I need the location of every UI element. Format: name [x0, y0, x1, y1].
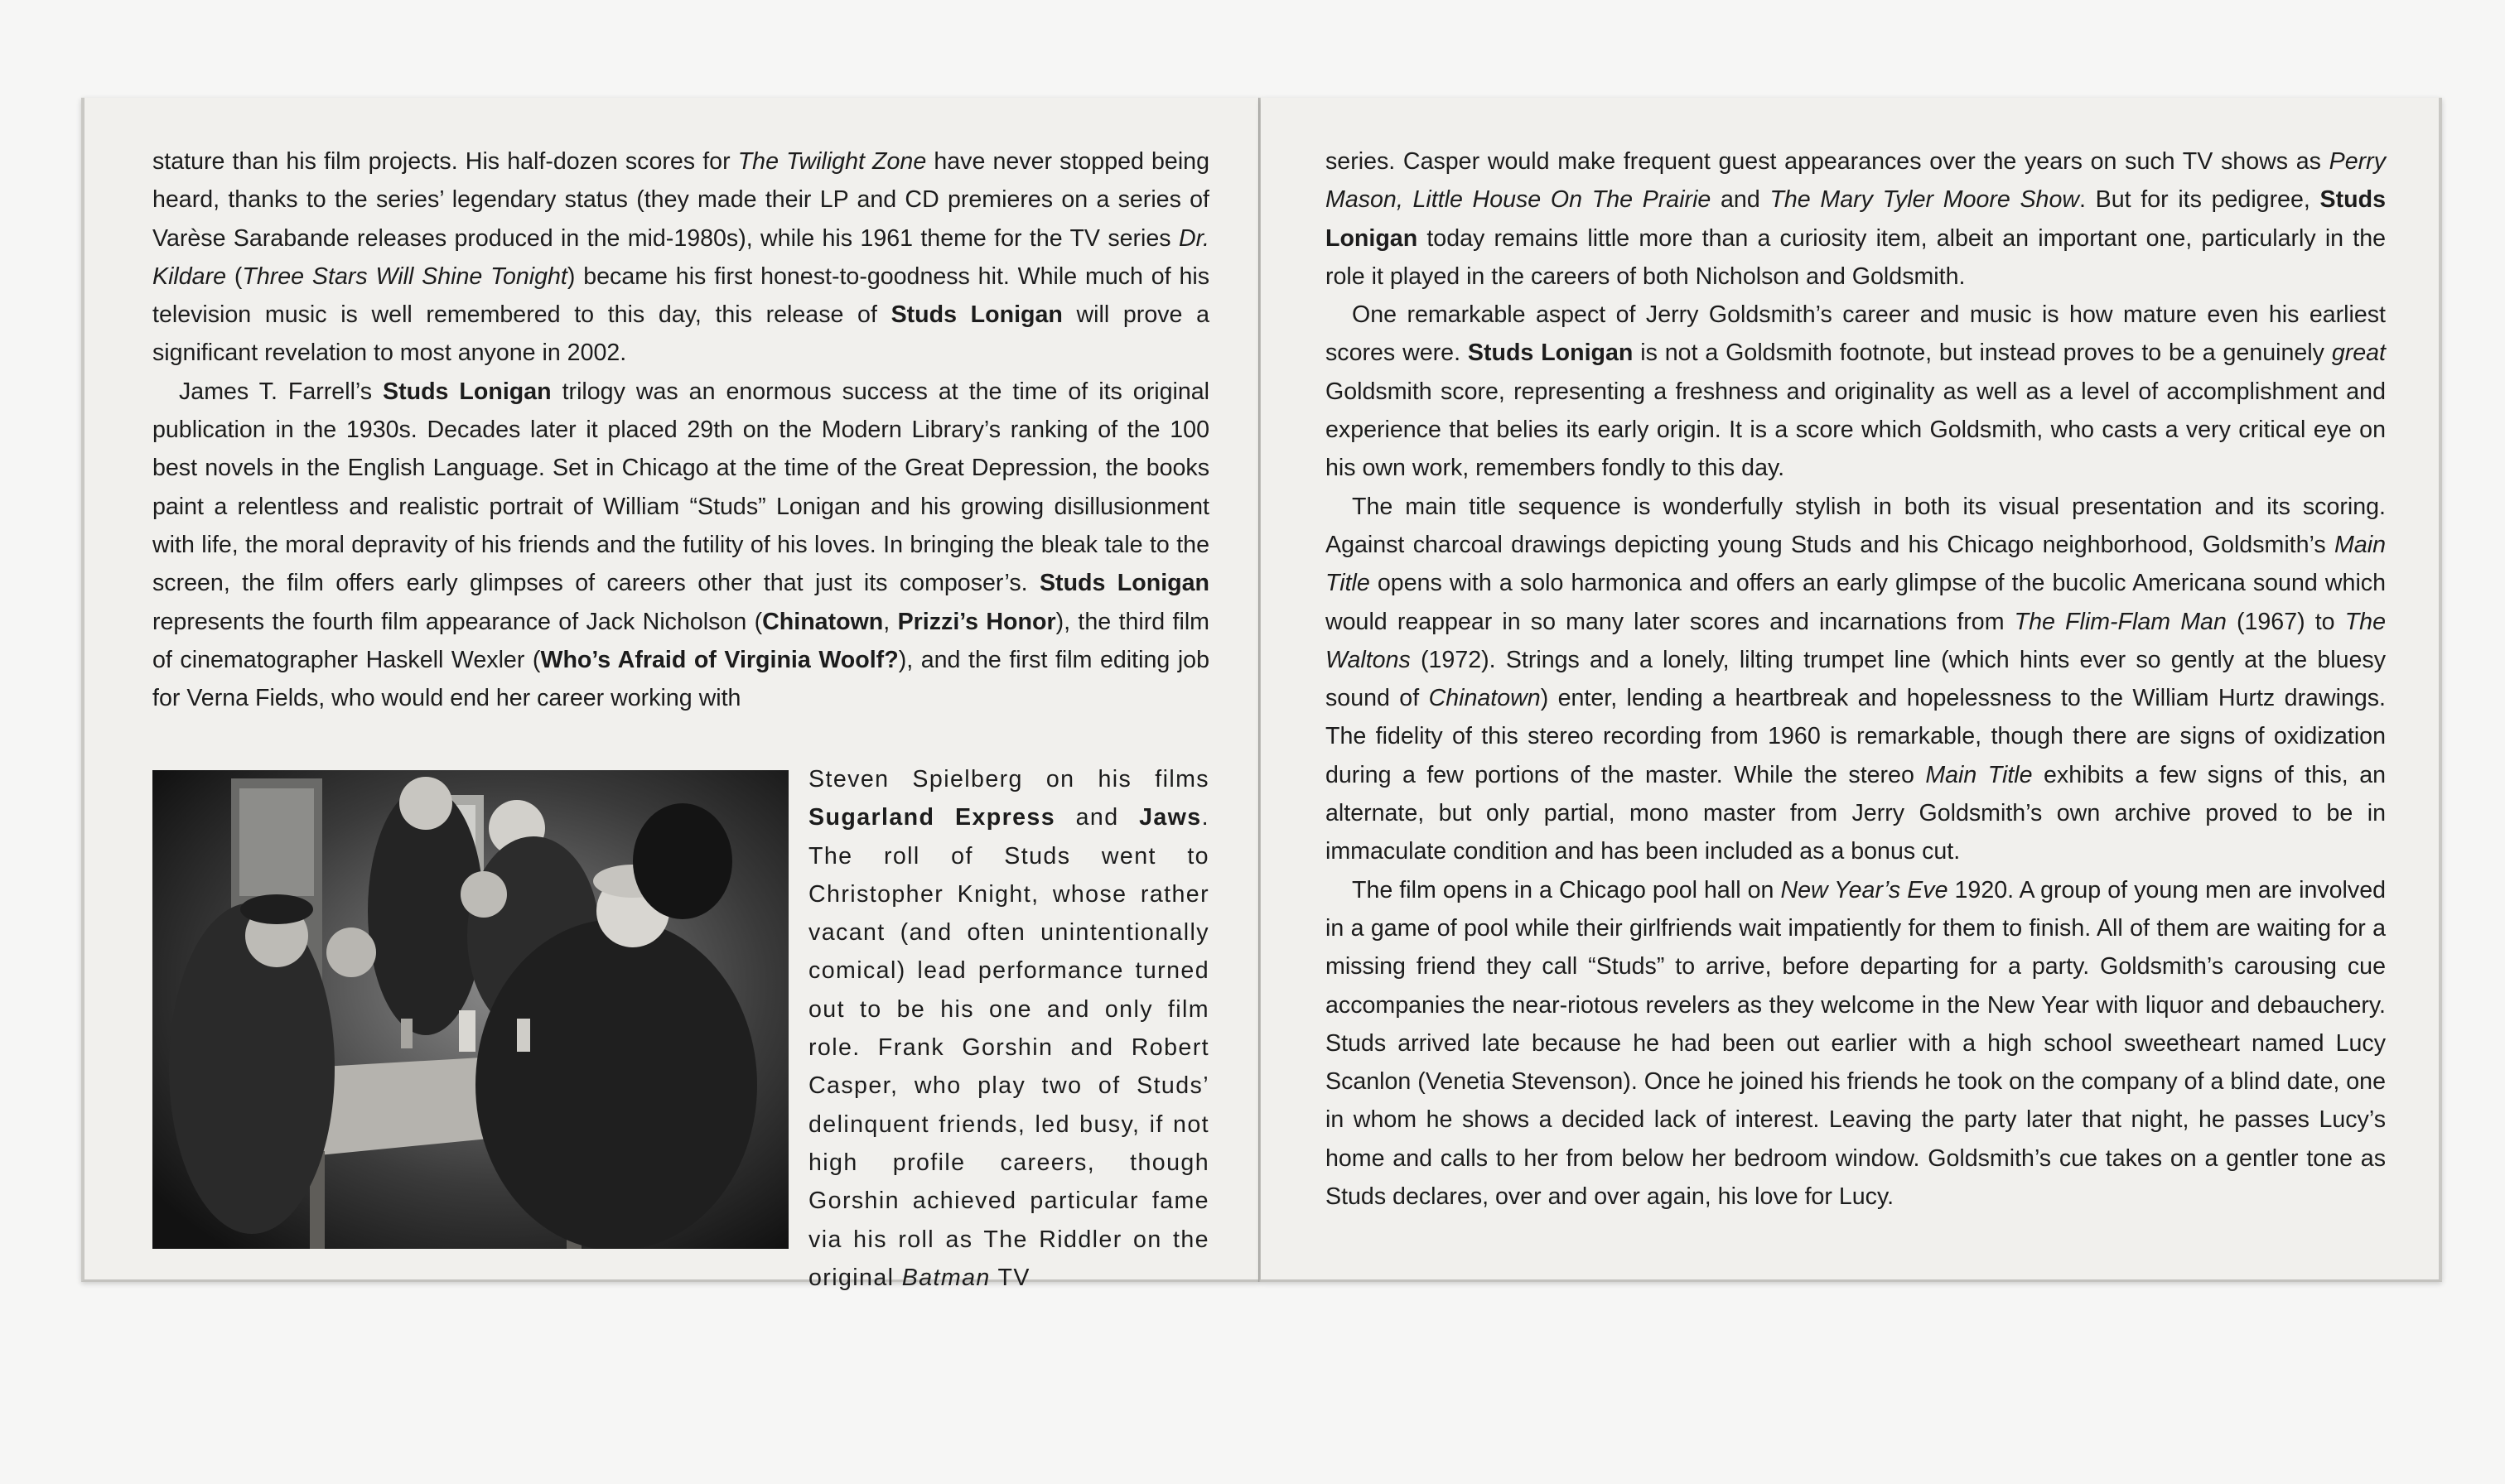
text-run: will prove a significant revelation to most anyone in 2002.: [152, 301, 1209, 367]
bold-title: Jaws: [1139, 804, 1202, 831]
text-run: trilogy was an enormous success at the time of its original publication in the 1930s. Decades later it placed 29th on the Modern Library’s ranking of the 100 best novels in the English Language. Set in Chicago at the time of the Great Depression, the books paint a relentless and realistic portrait of William “Studs” Lonigan and his growing disillusionment with life, the moral depravity of his friends and the futility of his loves. In bringing the bleak tale to the screen, the film offers early glimpses of careers other that just its composer’s.: [152, 378, 1209, 597]
text-run: James T. Farrell’s: [179, 378, 384, 405]
right-page-text: [1325, 142, 2386, 1216]
figure-area: [152, 760, 1209, 1291]
bold-title: Studs Lonigan: [1325, 186, 2386, 252]
paragraph: [1325, 871, 2386, 1217]
bold-title: Studs Lonigan: [383, 378, 552, 405]
text-run: . But for its pedigree,: [2079, 186, 2320, 214]
text-run: Steven Spielberg on his films: [808, 766, 1209, 793]
left-page: [81, 98, 1261, 1291]
bold-title: Chinatown: [762, 608, 884, 635]
paragraph: [1325, 142, 2386, 296]
italic-title: The Mary Tyler Moore Show: [1769, 186, 2080, 214]
text-run: (1972). Strings and a lonely, lilting trumpet line (which hints ever so gently at the bluesy sound of: [1325, 646, 2386, 712]
text-run: ,: [883, 608, 898, 635]
wrapped-text-beside-photo: [808, 760, 1209, 1297]
text-run: opens with a solo harmonica and offers an early glimpse of the bucolic Americana sound which would reappear in so many later scores and incarnations from: [1325, 570, 2386, 635]
text-run: (: [226, 263, 243, 290]
paragraph: [1325, 488, 2386, 871]
italic-title: The Twilight Zone: [737, 148, 927, 175]
paragraph: [1325, 296, 2386, 487]
text-run: ) enter, lending a heartbreak and hopelessness to the William Hurtz drawings. The fidelity of this stereo recording from 1960 is remarkable, though there are signs of oxidization during a few portions of the master. While the stereo: [1325, 685, 2386, 788]
booklet-spread: [81, 98, 2442, 1291]
bold-title: Sugarland Express: [808, 804, 1056, 831]
text-run: today remains little more than a curiosity item, albeit an important one, particularly in the role it played in the careers of both Nicholson and Goldsmith.: [1325, 224, 2386, 290]
bold-title: Who’s Afraid of Virginia Woolf?: [540, 646, 899, 673]
right-page: [1261, 98, 2442, 1282]
text-run: series. Casper would make frequent guest appearances over the years on such TV shows as: [1325, 148, 2329, 175]
text-run: have never stopped being heard, thanks to the series’ legendary status (they made their LP and CD premieres on a series of Varèse Sarabande releases produced in the mid-1980s), while his 1961 theme for the TV series: [152, 148, 1209, 252]
italic-title: Perry Mason, Little House On The Prairie: [1325, 148, 2386, 214]
italic-title: Main Title: [1325, 531, 2386, 597]
text-run: and: [1711, 186, 1770, 214]
text-run: . The roll of Studs went to Christopher Knight, whose rather vacant (and often unintentionally comical) lead performance turned out to be his one and only film role. Frank Gorshin and Robert Casper, who play two of Studs’ delinquent friends, led busy, if not high profile careers, though Gorshin achieved particular fame via his roll as The Riddler on the original: [808, 804, 1209, 1291]
left-page-text: [152, 142, 1209, 717]
text-run: ) became his first honest-to-goodness hit. While much of his television music is well remembered to this day, this release of: [152, 263, 1210, 329]
bold-title: Studs Lonigan: [1467, 340, 1634, 367]
italic-title: Dr. Kildare: [152, 224, 1209, 290]
italic-title: Main Title: [1925, 761, 2033, 788]
text-run: TV: [990, 1264, 1030, 1291]
bold-title: Prizzi’s Honor: [897, 608, 1056, 635]
bold-title: Studs Lonigan: [891, 301, 1063, 329]
italic-title: The Waltons: [1325, 608, 2386, 673]
text-run: 1920. A group of young men are involved in a game of pool while their girlfriends wait impatiently for them to finish. All of them are waiting for a missing friend they call “Studs” to arrive, before departing for a party. Goldsmith’s carousing cue accompanies the near-riotous revelers as they welcome in the New Year with liquor and debauchery. Studs arrived late because he had been out earlier with a high school sweetheart named Lucy Scanlon (Venetia Stevenson). Once he joined his friends he took on the company of a blind date, one in whom he shows a decided lack of interest. Leaving the party later that night, he passes Lucy’s home and calls to her from below her bedroom window. Goldsmith’s cue takes on a gentler tone as Studs declares, over and over again, his love for Lucy.: [1325, 876, 2386, 1211]
text-run: One remarkable aspect of Jerry Goldsmith’s career and music is how mature even his earliest scores were.: [1325, 301, 2386, 367]
text-run: and: [1055, 804, 1140, 831]
text-run: The main title sequence is wonderfully stylish in both its visual presentation and its scoring. Against charcoal drawings depicting young Studs and his Chicago neighborhood, Goldsmith’s: [1325, 493, 2386, 558]
text-run: stature than his film projects. His half-dozen scores for: [152, 148, 738, 175]
text-run: ), and the first film editing job for Verna Fields, who would end her career working with: [152, 646, 1209, 712]
italic-title: Chinatown: [1428, 685, 1541, 712]
text-run: ), the third film of cinematographer Haskell Wexler (: [152, 608, 1210, 673]
italic-title: great: [2331, 340, 2386, 367]
paragraph: [152, 142, 1209, 373]
italic-title: The Flim-Flam Man: [2014, 608, 2227, 635]
italic-title: Batman: [901, 1264, 991, 1291]
film-still-photo: [152, 770, 789, 1249]
text-run: The film opens in a Chicago pool hall on: [1352, 876, 1781, 903]
text-run: Goldsmith score, representing a freshness and originality as well as a level of accomplishment and experience that belies its early origin. It is a score which Goldsmith, who casts a very critical eye on his own work, remembers fondly to this day.: [1325, 378, 2386, 482]
text-run: represents the fourth film appearance of Jack Nicholson (: [152, 608, 763, 635]
italic-title: New Year’s Eve: [1780, 876, 1948, 903]
bold-title: Studs Lonigan: [1039, 570, 1209, 597]
italic-title: Three Stars Will Shine Tonight: [242, 263, 567, 290]
paragraph: [152, 373, 1209, 718]
text-run: is not a Goldsmith footnote, but instead proves to be a genuinely: [1633, 340, 2332, 367]
text-run: (1967) to: [2226, 608, 2345, 635]
text-run: exhibits a few signs of this, an alternate, but only partial, mono master from Jerry Goldsmith’s own archive proved to be in immaculate condition and has been included as a bonus cut.: [1325, 761, 2386, 865]
